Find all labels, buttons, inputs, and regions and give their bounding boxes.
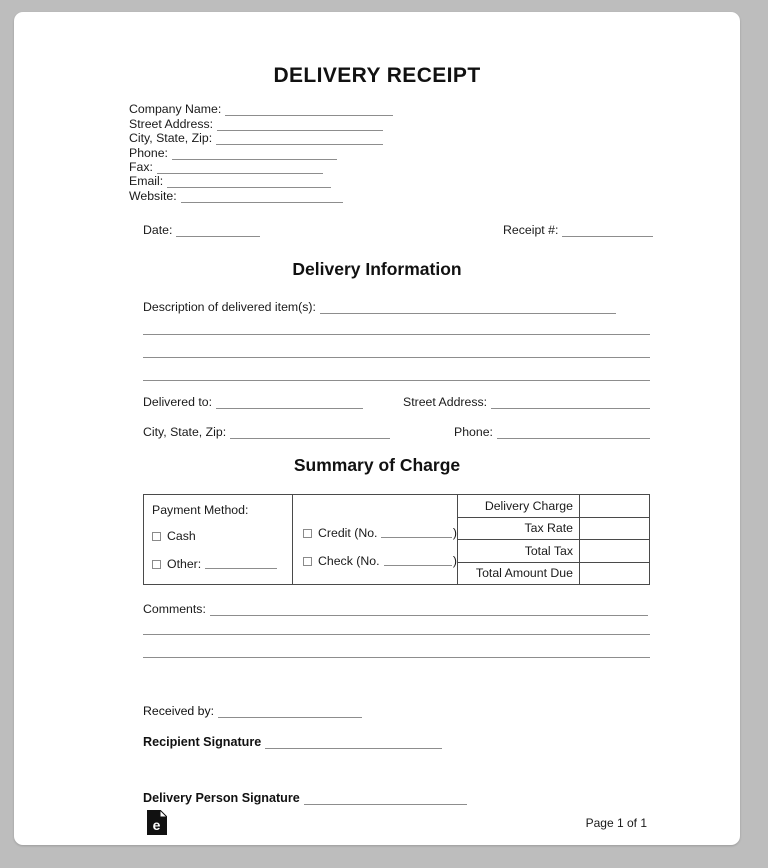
comments-input-line-1[interactable] <box>210 605 648 616</box>
delivery-charge-value[interactable] <box>580 495 649 517</box>
delivery-city-state-zip-input[interactable] <box>230 428 390 439</box>
field-delivery-street-address <box>403 395 650 409</box>
document-page <box>14 12 740 845</box>
other-checkbox[interactable] <box>152 560 161 569</box>
company-info-block <box>129 102 393 203</box>
check-label: Check (No. <box>318 554 380 568</box>
field-label: Company Name: <box>129 102 222 117</box>
document-logo-icon <box>147 810 167 835</box>
total-amount-due-label: Total Amount Due <box>458 563 580 585</box>
field-recipient-signature <box>143 735 442 749</box>
credit-number-input[interactable] <box>381 528 451 538</box>
delivery-charge-label: Delivery Charge <box>458 495 580 517</box>
field-delivery-phone <box>454 425 650 439</box>
check-checkbox[interactable] <box>303 557 312 566</box>
delivery-person-signature-label: Delivery Person Signature <box>143 791 300 805</box>
fax-input[interactable] <box>157 163 323 174</box>
payment-option-cash[interactable] <box>152 529 292 543</box>
field-label: Phone: <box>129 145 168 160</box>
delivered-to-input[interactable] <box>216 398 363 409</box>
payment-type-column <box>293 495 458 584</box>
page-number: Page 1 of 1 <box>585 816 647 830</box>
comments-input-line-3[interactable] <box>143 657 650 658</box>
field-label: Website: <box>129 188 177 203</box>
page-title: DELIVERY RECEIPT <box>273 64 481 87</box>
delivery-phone-label: Phone: <box>454 425 493 439</box>
field-delivery-city-state-zip <box>143 425 390 439</box>
delivery-person-signature-input[interactable] <box>304 794 467 805</box>
tax-rate-value[interactable] <box>580 518 649 540</box>
total-amount-due-value[interactable] <box>580 563 649 585</box>
field-city-state-zip <box>129 131 393 145</box>
logo-letter: e <box>152 817 161 833</box>
check-label-suffix: ) <box>452 554 457 568</box>
receipt-sheet <box>14 12 740 845</box>
date-input[interactable] <box>176 226 260 237</box>
description-label: Description of delivered item(s): <box>143 300 316 314</box>
total-tax-label: Total Tax <box>458 540 580 562</box>
field-email <box>129 174 393 188</box>
tax-rate-label: Tax Rate <box>458 518 580 540</box>
other-label: Other: <box>167 557 202 571</box>
delivery-street-address-label: Street Address: <box>403 395 488 409</box>
credit-label: Credit (No. <box>318 526 378 540</box>
field-label: Fax: <box>129 159 153 174</box>
field-fax <box>129 160 393 174</box>
field-phone <box>129 145 393 159</box>
comments-label: Comments: <box>143 602 206 616</box>
website-input[interactable] <box>181 192 343 203</box>
payment-option-other[interactable] <box>152 557 292 571</box>
total-tax-value[interactable] <box>580 540 649 562</box>
field-delivered-to <box>143 395 363 409</box>
field-website <box>129 188 393 202</box>
field-street-address <box>129 116 393 130</box>
section-heading-delivery-information: Delivery Information <box>292 259 462 279</box>
field-label: Email: <box>129 174 164 189</box>
street-address-input[interactable] <box>217 120 383 131</box>
summary-of-charge-table <box>143 494 650 585</box>
cash-label: Cash <box>167 529 196 543</box>
receipt-number-label: Receipt #: <box>503 223 559 237</box>
other-value-input[interactable] <box>205 559 277 569</box>
check-number-input[interactable] <box>384 556 452 566</box>
company-name-input[interactable] <box>225 105 393 116</box>
credit-checkbox[interactable] <box>303 529 312 538</box>
date-label: Date: <box>143 223 173 237</box>
payment-option-credit[interactable] <box>303 526 457 540</box>
amounts-column <box>458 495 649 584</box>
phone-input[interactable] <box>172 149 337 160</box>
table-row <box>458 518 649 541</box>
credit-label-suffix: ) <box>452 526 457 540</box>
field-received-by <box>143 704 362 718</box>
section-heading-summary-of-charge: Summary of Charge <box>293 455 461 475</box>
delivery-phone-input[interactable] <box>497 428 650 439</box>
recipient-signature-label: Recipient Signature <box>143 735 262 749</box>
field-delivery-person-signature <box>143 791 467 805</box>
field-company-name <box>129 102 393 116</box>
recipient-signature-input[interactable] <box>265 738 442 749</box>
delivery-street-address-input[interactable] <box>491 398 650 409</box>
description-input-line-3[interactable] <box>143 357 650 358</box>
received-by-input[interactable] <box>218 707 362 718</box>
email-input[interactable] <box>167 177 331 188</box>
payment-method-column <box>144 495 293 584</box>
table-row <box>458 540 649 563</box>
cash-checkbox[interactable] <box>152 532 161 541</box>
field-receipt-number <box>503 223 653 237</box>
city-state-zip-input[interactable] <box>216 134 383 145</box>
received-by-label: Received by: <box>143 704 215 718</box>
receipt-number-input[interactable] <box>562 226 653 237</box>
description-input-line-1[interactable] <box>320 303 616 314</box>
comments-input-line-2[interactable] <box>143 634 650 635</box>
table-row <box>458 495 649 518</box>
field-label: City, State, Zip: <box>129 131 213 146</box>
description-input-line-4[interactable] <box>143 380 650 381</box>
field-description <box>143 300 616 314</box>
table-row <box>458 563 649 585</box>
payment-method-label: Payment Method: <box>152 503 249 517</box>
field-date <box>143 223 260 237</box>
payment-option-check[interactable] <box>303 554 457 568</box>
delivered-to-label: Delivered to: <box>143 395 213 409</box>
field-comments <box>143 602 648 616</box>
field-label: Street Address: <box>129 116 214 131</box>
description-input-line-2[interactable] <box>143 334 650 335</box>
delivery-city-state-zip-label: City, State, Zip: <box>143 425 227 439</box>
